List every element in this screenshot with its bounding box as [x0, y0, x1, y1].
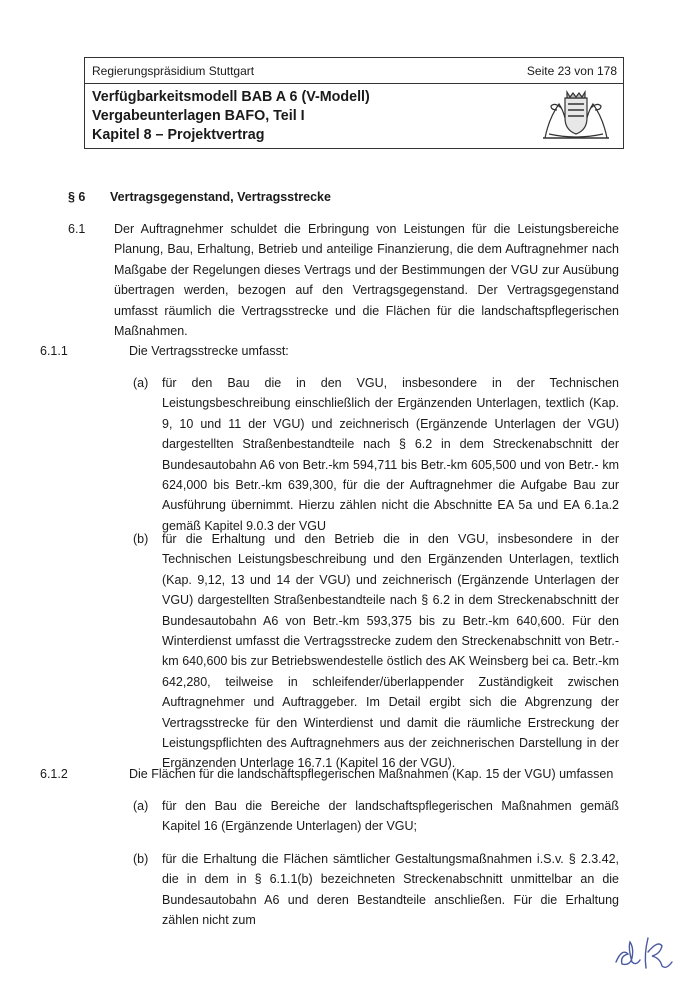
handwritten-initials — [612, 932, 678, 976]
list-label: (b) — [133, 532, 149, 546]
header-top-row — [85, 58, 623, 84]
section-heading — [68, 190, 331, 204]
coat-of-arms-icon — [535, 88, 617, 142]
document-header — [84, 57, 624, 149]
list-label: (b) — [133, 852, 149, 866]
paragraph-number-6-1: 6.1 — [68, 222, 86, 236]
paragraph-number-6-1-1: 6.1.1 — [40, 344, 68, 358]
list-item: für den Bau die in den VGU, insbesondere in der Technischen Leistungsbeschreibung einschließlich der Ergänzenden Unterlagen, textlich (Kap. 9, 10 und 11 der VGU) und zeichnerisch (Ergänzende Unterlagen der VGU) dargestellten Straßenbestandteile nach § 6.2 in dem Streckenabschnitt der Bundesautobahn A6 von Betr.-km 594,711 bis Betr.-km 605,500 und von Betr.- km 624,000 bis Betr.-km 639,300, für die der Auftragnehmer die Aufgabe Bau zur Ausführung übernimmt. Hierzu zählen nicht die Abschnitte EA 5a und EA 6.1a.2 gemäß Kapitel 9.0.3 der VGU — [162, 376, 619, 533]
title-line-3: Kapitel 8 – Projektvertrag — [92, 127, 265, 143]
paragraph-number-6-1-2: 6.1.2 — [40, 767, 68, 781]
page-number: Seite 23 von 178 — [526, 63, 617, 78]
title-line-2: Vergabeunterlagen BAFO, Teil I — [92, 108, 305, 124]
paragraph-6-1-1-intro: Die Vertragsstrecke umfasst: — [129, 344, 289, 358]
list-item: für die Erhaltung und den Betrieb die in den VGU, insbesondere in der Technischen Leistungsbeschreibung und den Ergänzenden Unterlagen, textlich (Kap. 9,12, 13 und 14 der VGU) und zeichnerisch (Ergänzende Unterlagen der VGU) dargestellten Straßenbestandteile nach § 6.2 in dem Streckenabschnitt der Bundesautobahn A6 von Betr.-km 593,375 bis zu Betr.-km 640,600. Für den Winterdienst umfasst die Vertragsstrecke zudem den Streckenabschnitt von Betr.-km 640,600 bis zur Betriebswendestelle östlich des AK Weinsberg bei ca. Betr.-km 642,280, teilweise in schleifender/überlappender Zuständigkeit zwischen Auftragnehmer und Auftraggeber. Im Detail ergibt sich die Abgrenzung der Vertragsstrecke für den Winterdienst und damit die räumliche Erstreckung der Leistungspflichten des Auftragnehmers aus der zeichnerischen Darstellung in der Ergänzenden Unterlage 16.7.1 (Kapitel 16 der VGU). — [162, 532, 619, 771]
list-label: (a) — [133, 376, 149, 390]
list-label: (a) — [133, 799, 149, 813]
paragraph-6-1-2-intro: Die Flächen für die landschaftspflegerischen Maßnahmen (Kap. 15 der VGU) umfassen — [129, 767, 614, 781]
list-item: für die Erhaltung die Flächen sämtlicher Gestaltungsmaßnahmen i.S.v. § 2.3.42, die in dem in § 6.1.1(b) bezeichneten Streckenabschnitt unmittelbar an die Bundesautobahn A6 und deren Bestandteile anschließen. Für die Erhaltung zählen nicht zum — [162, 852, 619, 928]
section-title: Vertragsgegenstand, Vertragsstrecke — [110, 190, 331, 204]
title-line-1: Verfügbarkeitsmodell BAB A 6 (V-Modell) — [92, 89, 370, 105]
paragraph-6-1: Der Auftragnehmer schuldet die Erbringung von Leistungen für die Leistungsbereiche Planung, Bau, Erhaltung, Betrieb und anteilige Finanzierung, die dem Auftragnehmer nach Maßgabe der Regelungen dieses Vertrags und der Bestimmungen der VGU zur Ausübung übertragen werden, bezogen auf den Vertragsgegenstand. Der Vertragsgegenstand umfasst räumlich die Vertragsstrecke und die Flächen für die landschaftspflegerischen Maßnahmen. — [114, 222, 619, 339]
document-title — [92, 88, 370, 145]
list-item: für den Bau die Bereiche der landschaftspflegerischen Maßnahmen gemäß Kapitel 16 (Ergänzende Unterlagen) der VGU; — [162, 799, 619, 834]
authority-name: Regierungspräsidium Stuttgart — [92, 63, 255, 78]
section-number: § 6 — [68, 190, 86, 204]
